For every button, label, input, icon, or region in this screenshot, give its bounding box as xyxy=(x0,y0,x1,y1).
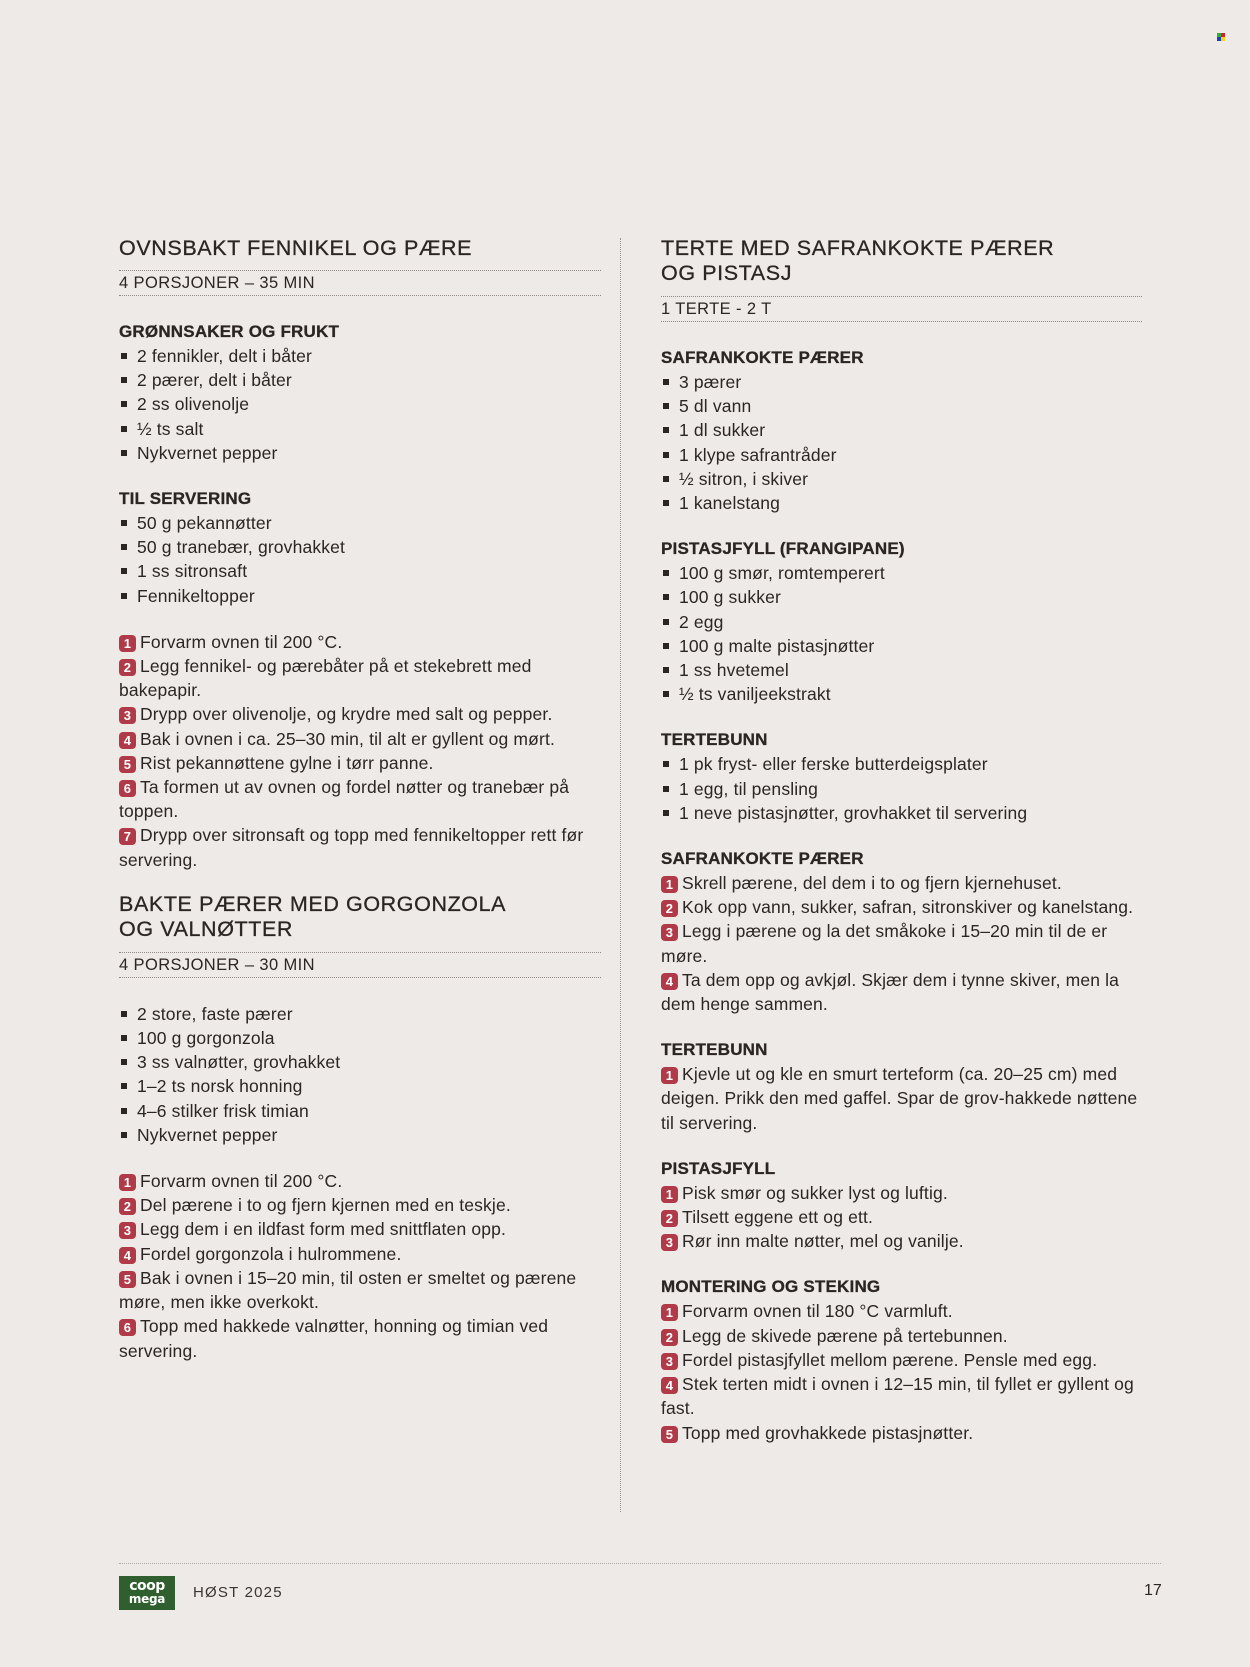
step-item: 2 Legg fennikel- og pærebåter på et stekebrett med bakepapir. xyxy=(119,656,532,701)
step-item: 1 Skrell pærene, del dem i to og fjern kjernehuset. xyxy=(661,871,1142,895)
step-item: 1 Forvarm ovnen til 180 °C varmluft. xyxy=(661,1299,1142,1323)
recipe-title xyxy=(661,236,1142,286)
bullet-icon xyxy=(121,450,127,456)
bullet-icon xyxy=(663,619,669,625)
step-item: 2 Del pærene i to og fjern kjernen med en teskje. xyxy=(119,1193,601,1217)
step-number-badge: 1 xyxy=(661,1186,678,1203)
ingredient-item: 2 store, faste pærer xyxy=(119,1002,601,1026)
step-number-badge: 3 xyxy=(119,1222,136,1239)
recipe-meta: 4 PORSJONER – 35 MIN xyxy=(119,270,601,296)
bullet-icon xyxy=(121,401,127,407)
recipe-terte-safrankokte-paerer xyxy=(661,236,1142,1445)
left-column xyxy=(119,236,601,1363)
ingredient-item: 5 dl vann xyxy=(661,394,1142,418)
step-number-badge: 4 xyxy=(661,1377,678,1394)
bullet-icon xyxy=(121,377,127,383)
step-item: 1 Pisk smør og sukker lyst og luftig. xyxy=(661,1181,1142,1205)
recipe-meta: 4 PORSJONER – 30 MIN xyxy=(119,952,601,978)
ingredient-item: Fennikeltopper xyxy=(119,584,601,608)
step-item: 3 Legg dem i en ildfast form med snittflaten opp. xyxy=(119,1217,601,1241)
step-number-badge: 6 xyxy=(119,780,136,797)
ingredient-item: 1–2 ts norsk honning xyxy=(119,1074,601,1098)
ingredient-item: 1 pk fryst- eller ferske butterdeigsplater xyxy=(661,752,1142,776)
step-item: 1 Forvarm ovnen til 200 °C. xyxy=(119,1169,601,1193)
ingredient-item: 1 neve pistasjnøtter, grovhakket til servering xyxy=(661,801,1142,825)
bullet-icon xyxy=(121,593,127,599)
step-number-badge: 5 xyxy=(661,1426,678,1443)
coop-mega-logo xyxy=(119,1576,175,1610)
step-item: 2 Tilsett eggene ett og ett. xyxy=(661,1205,1142,1229)
step-number-badge: 6 xyxy=(119,1319,136,1336)
bullet-icon xyxy=(663,761,669,767)
step-number-badge: 1 xyxy=(661,1067,678,1084)
logo-square-yellow xyxy=(1221,37,1225,41)
bullet-icon xyxy=(121,568,127,574)
ingredient-item: 50 g tranebær, grovhakket xyxy=(119,535,601,559)
ingredient-item: Nykvernet pepper xyxy=(119,441,601,465)
bullet-icon xyxy=(663,691,669,697)
step-item: 3 Legg i pærene og la det småkoke i 15–20 min til de er møre. xyxy=(661,921,1108,966)
bullet-icon xyxy=(663,379,669,385)
bullet-icon xyxy=(121,1035,127,1041)
step-number-badge: 3 xyxy=(661,924,678,941)
bullet-icon xyxy=(121,544,127,550)
ingredient-item: 3 ss valnøtter, grovhakket xyxy=(119,1050,601,1074)
ingredient-item: 1 dl sukker xyxy=(661,418,1142,442)
ingredient-item: 1 egg, til pensling xyxy=(661,777,1142,801)
step-number-badge: 1 xyxy=(119,1174,136,1191)
step-item: 2 Legg de skivede pærene på tertebunnen. xyxy=(661,1324,1142,1348)
bullet-icon xyxy=(663,427,669,433)
step-item: 6 Ta formen ut av ovnen og fordel nøtter og tranebær på toppen. xyxy=(119,777,570,822)
section-title: TERTEBUNN xyxy=(661,730,768,750)
section-title: TIL SERVERING xyxy=(119,489,252,509)
bullet-icon xyxy=(663,810,669,816)
bullet-icon xyxy=(663,643,669,649)
bullet-icon xyxy=(663,476,669,482)
step-item: 1 Forvarm ovnen til 200 °C. xyxy=(119,630,601,654)
ingredient-item: 1 kanelstang xyxy=(661,491,1142,515)
step-list xyxy=(661,1062,1142,1135)
footer-season: HØST 2025 xyxy=(193,1584,283,1601)
ingredient-item: 100 g smør, romtemperert xyxy=(661,561,1142,585)
step-number-badge: 2 xyxy=(661,1210,678,1227)
step-number-badge: 5 xyxy=(119,756,136,773)
ingredient-list xyxy=(661,370,1142,515)
step-list xyxy=(661,1299,1142,1444)
bullet-icon xyxy=(121,1011,127,1017)
ingredient-item: 2 ss olivenolje xyxy=(119,392,601,416)
bullet-icon xyxy=(663,452,669,458)
step-number-badge: 1 xyxy=(661,876,678,893)
ingredient-item: ½ sitron, i skiver xyxy=(661,467,1142,491)
ingredient-item: ½ ts vaniljeekstrakt xyxy=(661,682,1142,706)
step-item: 4 Ta dem opp og avkjøl. Skjær dem i tynne skiver, men la dem henge sammen. xyxy=(661,969,1120,1015)
ingredient-item: 100 g malte pistasjnøtter xyxy=(661,634,1142,658)
ingredient-list xyxy=(119,511,601,608)
bullet-icon xyxy=(121,1083,127,1089)
recipe-title: OVNSBAKT FENNIKEL OG PÆRE xyxy=(119,236,473,260)
step-item: 5 Rist pekannøttene gylne i tørr panne. xyxy=(119,751,601,775)
method-section-title: PISTASJFYLL xyxy=(661,1158,776,1178)
recipe-ovnsbakt-fennikel xyxy=(119,236,601,872)
logo-text-mega: mega xyxy=(128,1592,166,1606)
step-number-badge: 1 xyxy=(661,1304,678,1321)
step-item: 5 Bak i ovnen i 15–20 min, til osten er smeltet og pærene møre, men ikke overkokt. xyxy=(119,1267,577,1313)
method-section-title: MONTERING OG STEKING xyxy=(661,1277,881,1297)
step-number-badge: 4 xyxy=(119,732,136,749)
step-item: 6 Topp med hakkede valnøtter, honning og timian ved servering. xyxy=(119,1316,549,1361)
method-section-title: SAFRANKOKTE PÆRER xyxy=(661,849,864,869)
step-item: 4 Bak i ovnen i ca. 25–30 min, til alt er gyllent og mørt. xyxy=(119,727,601,751)
bullet-icon xyxy=(663,667,669,673)
step-list xyxy=(119,1169,601,1363)
recipe-title-line2: OG PISTASJ xyxy=(661,261,793,285)
page-number: 17 xyxy=(1144,1582,1162,1599)
step-item: 3 Fordel pistasjfyllet mellom pærene. Pensle med egg. xyxy=(661,1348,1142,1372)
bullet-icon xyxy=(663,594,669,600)
step-item: 3 Drypp over olivenolje, og krydre med salt og pepper. xyxy=(119,702,601,726)
section-title: GRØNNSAKER OG FRUKT xyxy=(119,322,340,341)
step-number-badge: 1 xyxy=(119,635,136,652)
section-title: PISTASJFYLL (FRANGIPANE) xyxy=(661,539,905,559)
step-number-badge: 7 xyxy=(119,828,136,845)
right-column xyxy=(661,236,1142,1445)
recipe-bakte-paerer-gorgonzola xyxy=(119,892,601,1363)
ingredient-item: 100 g sukker xyxy=(661,585,1142,609)
step-item: 2 Kok opp vann, sukker, safran, sitronskiver og kanelstang. xyxy=(661,895,1142,919)
recipe-title-line1: BAKTE PÆRER MED GORGONZOLA xyxy=(119,891,507,916)
ingredient-list xyxy=(119,344,601,465)
step-number-badge: 3 xyxy=(661,1353,678,1370)
recipe-title xyxy=(119,892,601,942)
ingredient-item: 4–6 stilker frisk timian xyxy=(119,1099,601,1123)
ingredient-item: 1 klype safrantråder xyxy=(661,443,1142,467)
step-item: 4 Stek terten midt i ovnen i 12–15 min, til fyllet er gyllent og fast. xyxy=(661,1374,1134,1419)
bullet-icon xyxy=(121,426,127,432)
ingredient-item: 1 ss hvetemel xyxy=(661,658,1142,682)
method-section-title: TERTEBUNN xyxy=(661,1040,768,1060)
step-number-badge: 4 xyxy=(661,973,678,990)
step-number-badge: 3 xyxy=(119,707,136,724)
step-number-badge: 2 xyxy=(119,1198,136,1215)
ingredient-item: 1 ss sitronsaft xyxy=(119,559,601,583)
multicolor-square-icon xyxy=(1217,33,1225,41)
bullet-icon xyxy=(663,570,669,576)
step-item: 4 Fordel gorgonzola i hulrommene. xyxy=(119,1242,601,1266)
bullet-icon xyxy=(121,1132,127,1138)
step-number-badge: 3 xyxy=(661,1234,678,1251)
step-number-badge: 2 xyxy=(661,900,678,917)
ingredient-list xyxy=(119,1002,601,1147)
bullet-icon xyxy=(121,1059,127,1065)
bullet-icon xyxy=(121,520,127,526)
bullet-icon xyxy=(121,353,127,359)
bullet-icon xyxy=(663,786,669,792)
logo-text-coop: coop xyxy=(129,1578,165,1594)
ingredient-list xyxy=(661,561,1142,706)
recipe-title-line1: TERTE MED SAFRANKOKTE PÆRER xyxy=(661,236,1055,260)
ingredient-item: 2 fennikler, delt i båter xyxy=(119,344,601,368)
ingredient-item: ½ ts salt xyxy=(119,417,601,441)
recipe-title-line2: OG VALNØTTER xyxy=(119,916,294,941)
step-item: 3 Rør inn malte nøtter, mel og vanilje. xyxy=(661,1229,1142,1253)
step-list xyxy=(119,630,601,872)
ingredient-list xyxy=(661,752,1142,825)
ingredient-item: 2 pærer, delt i båter xyxy=(119,368,601,392)
ingredient-item: 2 egg xyxy=(661,610,1142,634)
section-title: SAFRANKOKTE PÆRER xyxy=(661,348,864,367)
step-item: 5 Topp med grovhakkede pistasjnøtter. xyxy=(661,1421,1142,1445)
step-number-badge: 2 xyxy=(661,1329,678,1346)
recipe-meta: 1 TERTE - 2 T xyxy=(661,296,1142,322)
column-divider xyxy=(620,238,621,1512)
step-item: 7 Drypp over sitronsaft og topp med fennikeltopper rett før servering. xyxy=(119,825,584,870)
step-item: 1 Kjevle ut og kle en smurt terteform (ca. 20–25 cm) med deigen. Prikk den med gaffel. Spar de grov-hakkede nøttene til servering. xyxy=(661,1064,1138,1133)
bullet-icon xyxy=(663,500,669,506)
step-number-badge: 2 xyxy=(119,659,136,676)
ingredient-item: 50 g pekannøtter xyxy=(119,511,601,535)
step-list xyxy=(661,1181,1142,1254)
bullet-icon xyxy=(121,1108,127,1114)
step-list xyxy=(661,871,1142,1016)
footer-divider xyxy=(119,1563,1161,1564)
ingredient-item: Nykvernet pepper xyxy=(119,1123,601,1147)
ingredient-item: 100 g gorgonzola xyxy=(119,1026,601,1050)
step-number-badge: 4 xyxy=(119,1247,136,1264)
ingredient-item: 3 pærer xyxy=(661,370,1142,394)
step-number-badge: 5 xyxy=(119,1271,136,1288)
bullet-icon xyxy=(663,403,669,409)
